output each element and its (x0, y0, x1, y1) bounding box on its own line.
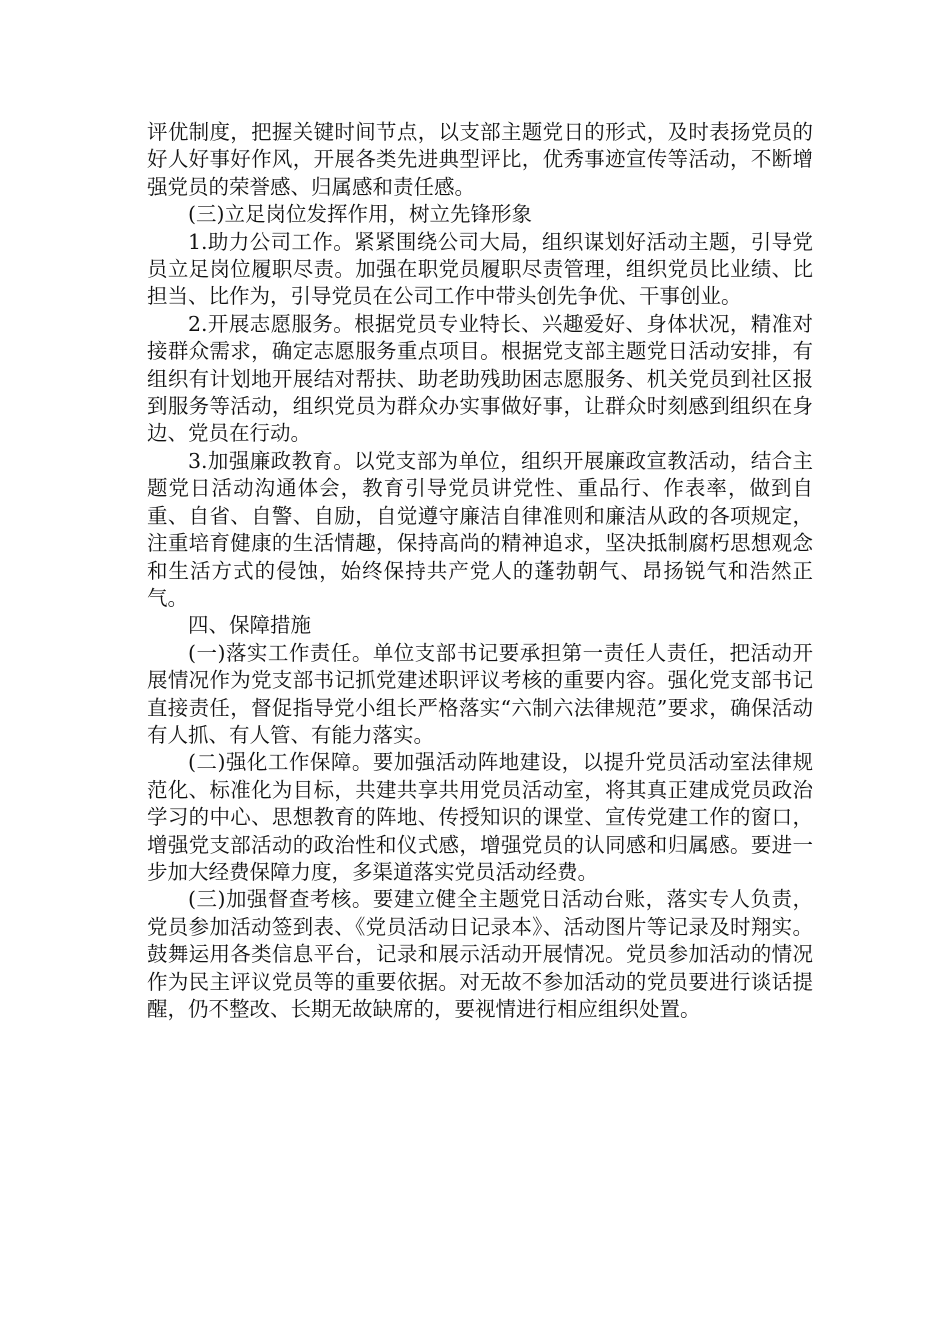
paragraph-work-responsibility: (一)落实工作责任。单位支部书记要承担第一责任人责任，把活动开展情况作为党支部书记抓党建述职评议考核的重要内容。强化党支部书记直接责任，督促指导党小组长严格落实“六制六法律规范”要求，确保活动有人抓、有人管、有能力落实。 (147, 640, 813, 747)
paragraph-assist-company: 1.助力公司工作。紧紧围绕公司大局，组织谋划好活动主题，引导党员立足岗位履职尽责。加强在职党员履职尽责管理，组织党员比业绩、比担当、比作为，引导党员在公司工作中带头创先争优、干事创业。 (147, 229, 813, 309)
paragraph-supervision-assessment: (三)加强督查考核。要建立健全主题党日活动台账，落实专人负责，党员参加活动签到表、《党员活动日记录本》、活动图片等记录及时翔实。鼓舞运用各类信息平台，记录和展示活动开展情况。党员参加活动的情况作为民主评议党员等的重要依据。对无故不参加活动的党员要进行谈话提醒，仍不整改、长期无故缺席的，要视情进行相应组织处置。 (147, 887, 813, 1021)
paragraph-continuation: 评优制度，把握关键时间节点，以支部主题党日的形式，及时表扬党员的好人好事好作风，开展各类先进典型评比，优秀事迹宣传等活动，不断增强党员的荣誉感、归属感和责任感。 (147, 120, 813, 199)
paragraph-work-guarantee: (二)强化工作保障。要加强活动阵地建设，以提升党员活动室法律规范化、标准化为目标，共建共享共用党员活动室，将其真正建成党员政治学习的中心、思想教育的阵地、传授知识的课堂、宣传党建工作的窗口，增强党支部活动的政治性和仪式感，增强党员的认同感和归属感。要进一步加大经费保障力度，多渠道落实党员活动经费。 (147, 750, 813, 884)
document-page (147, 119, 813, 1023)
section-heading-safeguards: 四、保障措施 (188, 613, 311, 638)
paragraph-volunteer-service: 2.开展志愿服务。根据党员专业特长、兴趣爱好、身体状况，精准对接群众需求，确定志愿服务重点项目。根据党支部主题党日活动安排，有组织有计划地开展结对帮扶、助老助残助困志愿服务、机关党员到社区报到服务等活动，组织党员为群众办实事做好事，让群众时刻感到组织在身边、党员在行动。 (147, 311, 813, 446)
subheading-establish-vanguard: (三)立足岗位发挥作用，树立先锋形象 (188, 202, 532, 227)
paragraph-integrity-education: 3.加强廉政教育。以党支部为单位，组织开展廉政宣教活动，结合主题党日活动沟通体会，教育引导党员讲党性、重品行、作表率，做到自重、自省、自警、自励，自觉遵守廉洁自律准则和廉洁从政的各项规定，注重培育健康的生活情趣，保持高尚的精神追求，坚决抵制腐朽思想观念和生活方式的侵蚀，始终保持共产党人的蓬勃朝气、昂扬锐气和浩然正气。 (147, 448, 813, 610)
